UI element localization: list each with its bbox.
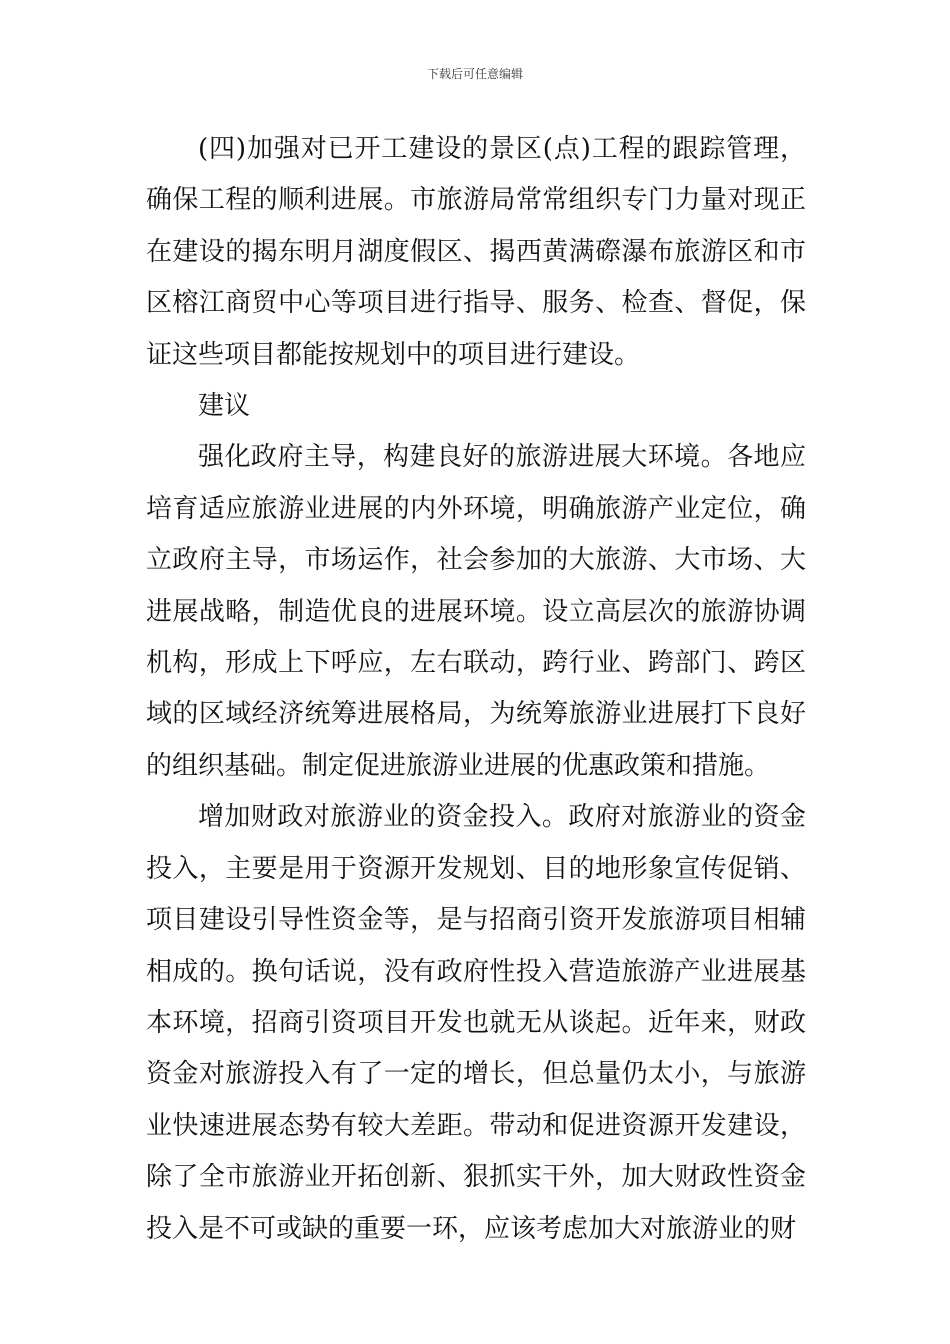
- document-body: [146, 124, 806, 1255]
- section-heading-suggestions: 建议: [198, 391, 251, 422]
- paragraph-financial-investment: 增加财政对旅游业的资金投入。政府对旅游业的资金投入，主要是用于资源开发规划、目的地形象宣传促销、项目建设引导性资金等，是与招商引资开发旅游项目相辅相成的。换句话说，没有政府性投入营造旅游产业进展基本环境，招商引资项目开发也就无从谈起。近年来，财政资金对旅游投入有了一定的增长，但总量仍太小，与旅游业快速进展态势有较大差距。带动和促进资源开发建设，除了全市旅游业开拓创新、狠抓实干外，加大财政性资金投入是不可或缺的重要一环，应该考虑加大对旅游业的财: [146, 802, 806, 1244]
- paragraph-government-leadership: 强化政府主导，构建良好的旅游进展大环境。各地应培育适应旅游业进展的内外环境，明确旅游产业定位，确立政府主导，市场运作，社会参加的大旅游、大市场、大进展战略，制造优良的进展环境。设立高层次的旅游协调机构，形成上下呼应，左右联动，跨行业、跨部门、跨区域的区域经济统筹进展格局，为统筹旅游业进展打下良好的组织基础。制定促进旅游业进展的优惠政策和措施。: [146, 442, 806, 781]
- paragraph-tracking-management: (四)加强对已开工建设的景区(点)工程的跟踪管理，确保工程的顺利进展。市旅游局常常组织专门力量对现正在建设的揭东明月湖度假区、揭西黄满磜瀑布旅游区和市区榕江商贸中心等项目进行指导、服务、检查、督促，保证这些项目都能按规划中的项目进行建设。: [146, 134, 806, 370]
- page-header: 下载后可任意编辑: [426, 67, 523, 81]
